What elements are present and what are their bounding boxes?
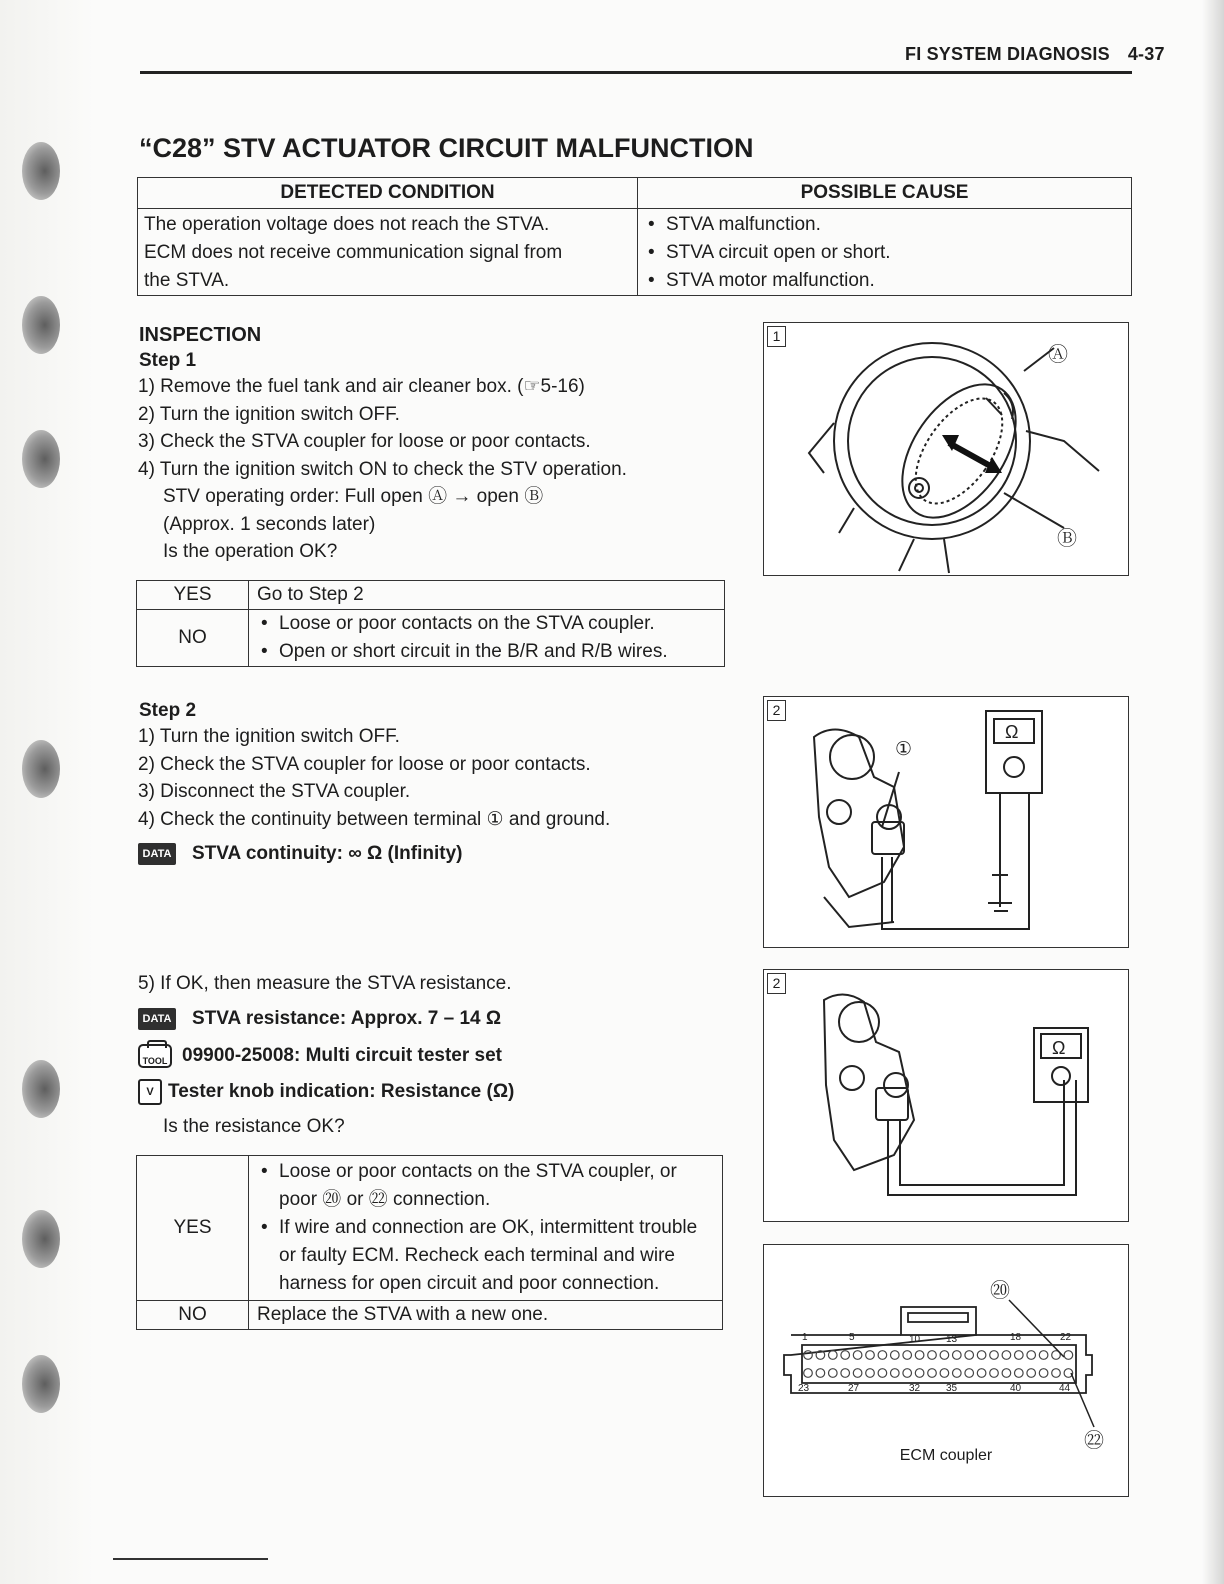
cause-item: • STVA motor malfunction. — [644, 267, 1125, 295]
coupler-pin-hole — [1052, 1369, 1061, 1378]
figure-resistance-check — [763, 969, 1129, 1222]
binder-hole — [22, 296, 60, 354]
step1-list — [138, 373, 627, 566]
figure-number: 1 — [767, 326, 786, 347]
coupler-pin-hole — [804, 1351, 813, 1360]
coupler-pin-hole — [816, 1369, 825, 1378]
figure-ecm-coupler — [763, 1244, 1129, 1497]
cause-item: • STVA circuit open or short. — [644, 239, 1125, 267]
step-item: 1) Turn the ignition switch OFF. — [138, 726, 400, 747]
coupler-pin-hole — [841, 1351, 850, 1360]
figure-number: 2 — [767, 700, 786, 721]
coupler-pin-hole — [940, 1351, 949, 1360]
step-item: 3) Disconnect the STVA coupler. — [138, 781, 411, 802]
binder-hole — [22, 1355, 60, 1413]
yes-label: YES — [137, 1156, 249, 1301]
pin-number: 22 — [1060, 1332, 1072, 1343]
yes-cell — [249, 1156, 723, 1301]
resistance-drawing — [764, 970, 1128, 1221]
coupler-pin-hole — [953, 1351, 962, 1360]
coupler-pin-hole — [940, 1369, 949, 1378]
page-edge-shadow — [1202, 0, 1224, 1584]
tool-text: 09900-25008: Multi circuit tester set — [182, 1045, 502, 1066]
col-header-cause: POSSIBLE CAUSE — [638, 178, 1132, 209]
coupler-pin-hole — [878, 1351, 887, 1360]
col-header-detected: DETECTED CONDITION — [138, 178, 638, 209]
no-cell — [249, 610, 725, 667]
footer-rule — [113, 1558, 268, 1560]
resistance-spec — [138, 1008, 501, 1030]
pin-number: 23 — [798, 1383, 810, 1394]
coupler-pin-hole — [1002, 1369, 1011, 1378]
label-terminal-20: ⑳ — [990, 1280, 1010, 1302]
no-label: NO — [137, 1301, 249, 1330]
binder-hole — [22, 430, 60, 488]
pin-number: 5 — [849, 1332, 855, 1343]
pin-number: 27 — [848, 1383, 860, 1394]
pin-row-bottom — [804, 1369, 1073, 1378]
tool-icon: TOOL — [138, 1044, 172, 1068]
step-item: 4) Check the continuity between terminal ① and ground. — [138, 808, 611, 830]
coupler-pin-hole — [891, 1369, 900, 1378]
page-title: “C28” STV ACTUATOR CIRCUIT MALFUNCTION — [139, 133, 754, 163]
condition-table — [137, 177, 1132, 296]
detected-line: The operation voltage does not reach the STVA. — [144, 214, 550, 235]
coupler-pin-hole — [829, 1351, 838, 1360]
label-a: Ⓐ — [1048, 344, 1068, 366]
pin-number: 44 — [1059, 1383, 1071, 1394]
yes-text: Go to Step 2 — [249, 581, 725, 610]
coupler-pin-hole — [1027, 1351, 1036, 1360]
yes-label: YES — [137, 581, 249, 610]
header-rule — [140, 71, 1132, 74]
coupler-pin-hole — [853, 1369, 862, 1378]
coupler-pin-hole — [1039, 1351, 1048, 1360]
binder-hole — [22, 1210, 60, 1268]
label-terminal-22: ㉒ — [1084, 1430, 1104, 1452]
coupler-pin-hole — [928, 1369, 937, 1378]
step2-heading: Step 2 — [139, 700, 197, 721]
page-header — [905, 44, 1165, 65]
coupler-pin-hole — [1027, 1369, 1036, 1378]
coupler-pin-hole — [1064, 1351, 1073, 1360]
pin-row-top — [804, 1351, 1073, 1360]
coupler-pin-hole — [903, 1369, 912, 1378]
coupler-pin-hole — [866, 1351, 875, 1360]
pin-number: 32 — [909, 1383, 921, 1394]
binder-edge — [0, 0, 95, 1584]
step-item: 1) Remove the fuel tank and air cleaner box. (☞5-16) — [138, 376, 585, 397]
coupler-pin-hole — [1039, 1369, 1048, 1378]
figure-stv-operation — [763, 322, 1129, 576]
data-badge-icon: DATA — [138, 1008, 176, 1030]
coupler-pin-hole — [878, 1369, 887, 1378]
coupler-pin-hole — [915, 1351, 924, 1360]
label-b: Ⓑ — [1057, 528, 1077, 550]
data-badge-icon: DATA — [138, 843, 176, 865]
coupler-pin-hole — [829, 1369, 838, 1378]
step1-heading: Step 1 — [139, 350, 197, 371]
step-item: 2) Check the STVA coupler for loose or poor contacts. — [138, 753, 591, 775]
coupler-pin-hole — [1002, 1351, 1011, 1360]
coupler-pin-hole — [891, 1351, 900, 1360]
coupler-pin-hole — [804, 1369, 813, 1378]
coupler-pin-hole — [1015, 1351, 1024, 1360]
step-item: 2) Turn the ignition switch OFF. — [138, 403, 400, 425]
pin-number: 18 — [1010, 1332, 1022, 1343]
step2-result-table — [136, 1155, 723, 1330]
step2-list — [138, 723, 610, 833]
knob-text: Tester knob indication: Resistance (Ω) — [168, 1081, 515, 1102]
header-section: FI SYSTEM DIAGNOSIS — [905, 44, 1110, 64]
coupler-pin-hole — [965, 1369, 974, 1378]
ohm-symbol: Ω — [1005, 722, 1019, 742]
binder-hole — [22, 740, 60, 798]
figure-continuity-check — [763, 696, 1129, 948]
coupler-pin-hole — [953, 1369, 962, 1378]
detected-condition-cell — [138, 209, 638, 296]
page-number: 4-37 — [1127, 44, 1165, 64]
step-subtext: STV operating order: Full open Ⓐ → open Ⓑ — [163, 486, 544, 507]
coupler-pin-hole — [990, 1369, 999, 1378]
no-item: • Open or short circuit in the B/R and R/B wires. — [257, 638, 716, 666]
binder-hole — [22, 1060, 60, 1118]
ecm-coupler-caption: ECM coupler — [899, 1447, 993, 1464]
continuity-drawing — [764, 697, 1128, 947]
cause-item: • STVA malfunction. — [644, 211, 1125, 239]
knob-spec — [138, 1079, 514, 1105]
continuity-text: STVA continuity: ∞ Ω (Infinity) — [192, 843, 463, 864]
detected-line: the STVA. — [144, 270, 230, 291]
yes-item: • Loose or poor contacts on the STVA coupler, or poor ⑳ or ㉒ connection. — [257, 1158, 714, 1214]
coupler-pin-hole — [928, 1351, 937, 1360]
step-question: Is the operation OK? — [163, 541, 338, 562]
possible-cause-cell — [638, 209, 1132, 296]
inspection-heading: INSPECTION — [139, 324, 262, 346]
coupler-pin-hole — [903, 1351, 912, 1360]
step-item: 3) Check the STVA coupler for loose or poor contacts. — [138, 431, 591, 452]
pin-number: 35 — [946, 1383, 958, 1394]
coupler-pin-hole — [841, 1369, 850, 1378]
coupler-pin-hole — [977, 1351, 986, 1360]
continuity-spec — [138, 843, 462, 865]
resistance-question: Is the resistance OK? — [163, 1116, 345, 1137]
detected-line: ECM does not receive communication signal from — [144, 242, 563, 263]
stv-drawing — [764, 323, 1128, 575]
coupler-pin-hole — [977, 1369, 986, 1378]
pin-number: 10 — [909, 1334, 921, 1345]
ohm-symbol: Ω — [1052, 1038, 1066, 1058]
no-label: NO — [137, 610, 249, 667]
coupler-pin-hole — [965, 1351, 974, 1360]
no-item: • Loose or poor contacts on the STVA coupler. — [257, 610, 716, 638]
binder-hole — [22, 142, 60, 200]
step1-result-table — [136, 580, 725, 667]
pin-number: 13 — [946, 1334, 958, 1345]
step2-item5: 5) If OK, then measure the STVA resistance. — [138, 973, 512, 994]
pin-number: 40 — [1010, 1383, 1022, 1394]
coupler-pin-hole — [866, 1369, 875, 1378]
tester-knob-icon: V — [138, 1079, 162, 1105]
pin-number: 1 — [802, 1332, 808, 1343]
coupler-pin-hole — [915, 1369, 924, 1378]
coupler-pin-hole — [990, 1351, 999, 1360]
no-text: Replace the STVA with a new one. — [249, 1301, 723, 1330]
coupler-pin-hole — [1015, 1369, 1024, 1378]
label-terminal-1: ① — [895, 739, 913, 760]
step-item: 4) Turn the ignition switch ON to check the STV operation. — [138, 458, 627, 480]
figure-number: 2 — [767, 973, 786, 994]
tool-spec — [138, 1044, 502, 1068]
step-subtext: (Approx. 1 seconds later) — [163, 513, 376, 535]
yes-item: • If wire and connection are OK, intermittent trouble or faulty ECM. Recheck each terminal and wire harness for open circuit and poor connection. — [257, 1214, 714, 1298]
resistance-text: STVA resistance: Approx. 7 – 14 Ω — [192, 1008, 502, 1029]
coupler-pin-hole — [853, 1351, 862, 1360]
